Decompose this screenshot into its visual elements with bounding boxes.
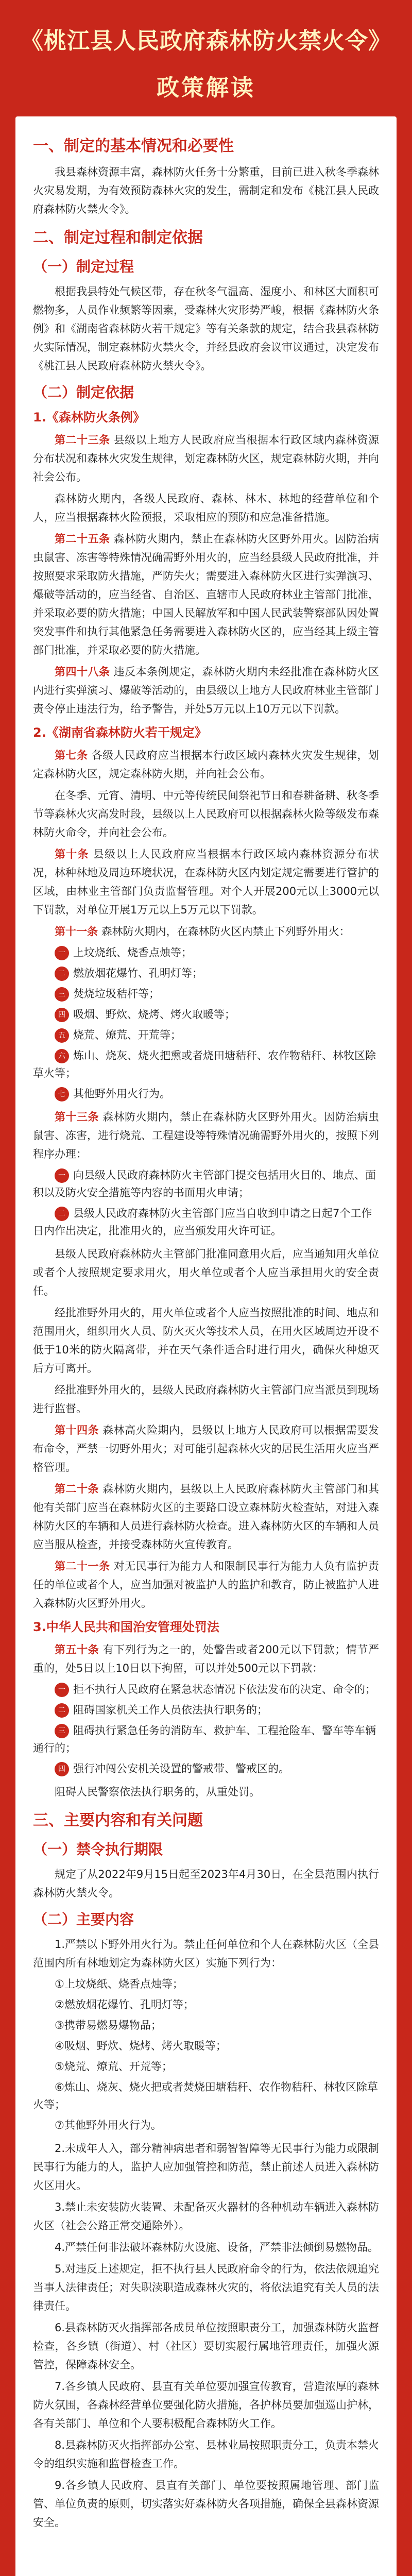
item-marker: 一 <box>55 1683 69 1697</box>
article-text: 森林防火期内，在森林防火区内禁止下列野外用火： <box>101 925 350 938</box>
list-item-text: 阻碍执行紧急任务的消防车、救护车、工程抢险车、警车等车辆通行的； <box>33 1724 376 1754</box>
section-3-paragraph-7: 7.各乡镇人民政府、县直有关单位要加强宣传教育，营造浓厚的森林防火氛围，各森林经营单位要强化防火措施，各护林员要加强巡山护林，各有关部门、单位和个人要积极配合森林防火工作。 <box>33 2380 379 2430</box>
article-text: 对无民事行为能力人和限制民事行为能力人负有监护责任的单位或者个人，应当加强对被监护人的监护和教育，防止被监护人进入森林防火区野外用火。 <box>33 1560 379 1609</box>
law-2-article-14 <box>33 1421 379 1477</box>
list-item-text: 上坟烧纸、烧香点烛等； <box>73 946 192 959</box>
list-item-text: 强行冲闯公安机关设置的警戒带、警戒区的。 <box>73 1762 289 1775</box>
list-item-text: 县级人民政府森林防火主管部门应当自收到申请之日起7个工作日内作出决定，批准用火的，应当颁发用火许可证。 <box>33 1207 372 1237</box>
item-marker: 三 <box>55 987 69 1002</box>
list-item-text: 拒不执行人民政府在紧急状态情况下依法发布的决定、命令的； <box>73 1683 376 1696</box>
list-item-text: 炼山、烧灰、烧火把熏或者烧田塘秸秆、农作物秸秆、林牧区除草火等； <box>33 1049 376 1079</box>
law-2-article-21 <box>33 1557 379 1613</box>
law-1-article-25 <box>33 530 379 659</box>
list-item <box>33 1701 379 1719</box>
section-1-heading: 一、制定的基本情况和必要性 <box>33 137 234 155</box>
law-2-article-13-p2: 县级人民政府森林防火主管部门批准同意用火后，应当通知用火单位或者个人按照规定要求用火，用火单位或者个人应当承担用火的安全责任。 <box>33 1248 379 1297</box>
law-2-article-20 <box>33 1480 379 1554</box>
section-3-paragraph-4: 4.严禁任何非法破坏森林防火设施、设备，严禁非法倾倒易燃物品。 <box>55 2241 379 2253</box>
section-3-prohibited-list <box>33 1975 379 2134</box>
list-item: ④吸烟、野炊、烧烤、烤火取暖等； <box>55 2040 227 2052</box>
section-3-paragraph-2: 2.未成年人入，部分精神病患者和弱智智障等无民事行为能力或限制民事行为能力的人，监护人应加强管控和防范，禁止前述人员进入森林防火区用火。 <box>33 2142 379 2192</box>
document-subtitle: 政策解读 <box>157 75 255 101</box>
law-1-article-23-p2: 森林防火期内，各级人民政府、森林、林木、林地的经营单位和个人，应当根据森林火险预报，采取相应的预防和应急准备措施。 <box>33 493 379 523</box>
article-number: 第二十五条 <box>55 533 110 545</box>
list-item <box>33 1006 379 1023</box>
list-item: ⑥炼山、烧灰、烧火把或者焚烧田塘秸秆、农作物秸秆、林牧区除草火等； <box>33 2081 378 2111</box>
list-item-text: 阻碍国家机关工作人员依法执行职务的； <box>73 1704 268 1716</box>
law-1-article-23 <box>33 431 379 486</box>
article-text: 森林防火期内，禁止在森林防火区野外用火。因防治病虫鼠害、冻害等特殊情况确需野外用火的，应当经县级人民政府批准，并按照要求采取防火措施，严防失火；需要进入森林防火区进行实弹演习、爆破等活动的，应当经省、自治区、直辖市人民政府林业主管部门批准，并采取必要的防火措施；中国人民解放军和中国人民武装警察部队因处置突发事件和执行其他紧急任务需要进入森林防火区的，应当经其上级主管部门批准，并采取必要的防火措施。 <box>33 533 379 656</box>
section-3-heading: 三、主要内容和有关问题 <box>33 1811 203 1829</box>
article-text: 各级人民政府应当根据本行政区域内森林火灾发生规律，划定森林防火区，规定森林防火期，并向社会公布。 <box>33 749 379 780</box>
list-item <box>33 964 379 982</box>
list-item-text: 吸烟、野炊、烧烤、烤火取暖等； <box>73 1008 235 1021</box>
list-item <box>33 1205 379 1240</box>
section-3-paragraph-9: 9.各乡镇人民政府、县直有关部门、单位要按照属地管理、部门监管、单位负责的原则，切实落实好森林防火各项措施，确保全县森林资源安全。 <box>33 2479 379 2529</box>
list-item <box>33 1166 379 1201</box>
item-marker: 一 <box>55 946 69 960</box>
list-item-text: 其他野外用火行为。 <box>73 1088 170 1100</box>
item-marker: 二 <box>55 1207 69 1221</box>
list-item: ③携带易燃易爆物品； <box>55 2019 162 2031</box>
article-number: 第十四条 <box>55 1424 99 1436</box>
section-3-1-heading: （一）禁令执行期限 <box>33 1841 163 1858</box>
item-marker: 四 <box>55 1008 69 1022</box>
list-item <box>33 1681 379 1698</box>
item-marker: 六 <box>55 1049 69 1063</box>
article-number: 第二十条 <box>55 1483 99 1495</box>
content-panel <box>15 116 397 2576</box>
article-text: 森林防火期内，禁止在森林防火区野外用火。因防治病虫鼠害、冻害，进行烧荒、工程建设等特殊情况确需野外用火的，按照下列程序办理： <box>33 1111 379 1160</box>
section-3-paragraph-3: 3.禁止未安装防火装置、未配备灭火器材的各种机动车辆进入森林防火区（社会公路正常交通除外）。 <box>33 2201 379 2232</box>
law-3-article <box>33 1640 379 1677</box>
law-2-article-11 <box>33 922 379 941</box>
list-item: ①上坟烧纸、烧香点烛等； <box>55 1978 183 1990</box>
section-3-1-paragraph: 规定了从2022年9月15日起至2023年4月30日，在全县范围内执行森林防火禁火令。 <box>33 1868 379 1899</box>
law-2-title: 2.《湖南省森林防火若干规定》 <box>33 725 207 740</box>
section-3-paragraph-6: 6.县森林防灭火指挥部各成员单位按照职责分工，加强森林防火监督检查，各乡镇（街道）、村（社区）要切实履行属地管理责任，加强火源管控，保障森林安全。 <box>33 2321 379 2371</box>
article-number: 第五十条 <box>55 1643 99 1656</box>
subtitle-wrap <box>15 70 397 106</box>
law-2-article-13-p4: 经批准野外用火的，县级人民政府森林防火主管部门应当派员到现场进行监督。 <box>33 1384 379 1415</box>
article-text: 县级以上地方人民政府应当根据本行政区域内森林资源分布状况和森林火灾发生规律，划定森林防火区，规定森林防火期，并向社会公布。 <box>33 434 379 483</box>
law-1-title: 1.《森林防火条例》 <box>33 410 145 425</box>
item-marker: 三 <box>55 1724 69 1738</box>
list-item <box>33 1047 379 1082</box>
article-text: 违反本条例规定，森林防火期内未经批准在森林防火区内进行实弹演习、爆破等活动的，由县级以上地方人民政府林业主管部门责令停止违法行为，给予警告，并处5万元以上10万元以下罚款。 <box>33 666 379 715</box>
list-item-text: 向县级人民政府森林防火主管部门提交包括用火目的、地点、面积以及防火安全措施等内容的书面用火申请； <box>33 1169 376 1199</box>
list-item <box>33 1026 379 1044</box>
item-marker: 五 <box>55 1028 69 1043</box>
item-marker: 四 <box>55 1762 69 1776</box>
list-item <box>33 985 379 1003</box>
law-2-article-13-p3: 经批准野外用火的，用火单位或者个人应当按照批准的时间、地点和范围用火，组织用火人员、防火灭火等技术人员，在用火区域周边开设不低于10米的防火隔离带，并在天气条件适合时进行用火，确保火种熄灭后方可离开。 <box>33 1307 379 1375</box>
item-marker: 七 <box>55 1087 69 1101</box>
list-item <box>33 1760 379 1777</box>
law-2-article-7-p2: 在冬季、元宵、清明、中元等传统民间祭祀节日和春耕备耕、秋冬季节等森林火灾高发时段，县级以上人民政府可以根据森林火险等级发布森林防火命令，并向社会公布。 <box>33 789 379 839</box>
document-title: 《桃江县人民政府森林防火禁火令》 <box>21 28 391 54</box>
law-3-list <box>33 1681 379 1777</box>
section-2-2-heading: （二）制定依据 <box>33 384 134 401</box>
item-marker: 二 <box>55 1703 69 1718</box>
section-3-paragraph-8: 8.县森林防灭火指挥部办公室、县林业局按照职责分工，负责本禁火令的组织实施和监督检查工作。 <box>33 2439 379 2470</box>
section-2-1-paragraph: 根据我县特处气候区带，存在秋冬气温高、湿度小、和林区大面积可燃物多，人员作业频繁等因素，受森林火灾形势严峻，根据《森林防火条例》和《湖南省森林防火若干规定》等有关条款的规定，结合我县森林防火实际情况，制定森林防火禁火令，并经县政府会议审议通过，决定发布《桃江县人民政府森林防火禁火令》。 <box>33 285 379 372</box>
law-2-article-13 <box>33 1108 379 1163</box>
list-item <box>33 1722 379 1757</box>
section-3-paragraph-5: 5.对违反上述规定，拒不执行县人民政府命令的行为，依法依规追究当事人法律责任；对失职渎职造成森林火灾的，将依法追究有关人员的法律责任。 <box>33 2263 379 2312</box>
law-2-article-13-list <box>33 1166 379 1240</box>
article-number: 第二十一条 <box>55 1560 110 1572</box>
section-2-heading: 二、制定过程和制定依据 <box>33 229 203 247</box>
list-item-text: 烧荒、燎荒、开荒等； <box>73 1029 181 1041</box>
article-text: 森林高火险期内，县级以上地方人民政府可以根据需要发布命令，严禁一切野外用火；对可能引起森林火灾的居民生活用火应当严格管理。 <box>33 1424 379 1473</box>
article-number: 第二十三条 <box>55 434 110 446</box>
item-marker: 二 <box>55 967 69 981</box>
item-marker: 一 <box>55 1168 69 1183</box>
article-number: 第十条 <box>55 848 89 860</box>
law-2-article-10 <box>33 845 379 919</box>
article-text: 森林防火期内，县级以上人民政府森林防火主管部门和其他有关部门应当在森林防火区的主要路口设立森林防火检查站，对进入森林防火区的车辆和人员进行森林防火检查。进入森林防火区的车辆和人员应当服从检查，并接受森林防火宣传教育。 <box>33 1483 379 1551</box>
list-item: ⑤烧荒、燎荒、开荒等； <box>55 2060 173 2073</box>
list-item: ⑦其他野外用火行为。 <box>55 2119 162 2131</box>
article-number: 第十一条 <box>55 925 98 938</box>
list-item <box>33 944 379 961</box>
law-3-p2: 阻碍人民警察依法执行职务的，从重处罚。 <box>55 1786 260 1798</box>
section-3-2-paragraph-1: 1.严禁以下野外用火行为。禁止任何单位和个人在森林防火区（全县范围内所有林地划定为森林防火区）实施下列行为： <box>33 1938 379 1969</box>
article-text: 有下列行为之一的，处警告或者200元以下罚款；情节严重的，处5日以上10日以下拘留，可以并处500元以下罚款： <box>33 1643 379 1674</box>
list-item-text: 燃放烟花爆竹、孔明灯等； <box>73 967 203 979</box>
article-number: 第七条 <box>55 749 88 761</box>
law-2-article-7 <box>33 746 379 783</box>
article-number: 第四十八条 <box>55 666 110 678</box>
law-3-title: 3.中华人民共和国治安管理处罚法 <box>33 1620 219 1634</box>
article-text: 县级以上人民政府应当根据本行政区域内森林资源分布状况，林种林地及周边环境状况，在森林防火区内划定规定需要进行管护的区域，由林业主管部门负责监督管理。对个人开展200元以上3000元以下罚款，对单位开展1万元以上5万元以下罚款。 <box>33 848 379 916</box>
section-2-1-heading: （一）制定过程 <box>33 258 134 275</box>
list-item <box>33 1085 379 1103</box>
list-item-text: 焚烧垃圾秸杆等； <box>73 988 160 1000</box>
section-1-paragraph: 我县森林资源丰富，森林防火任务十分繁重，目前已进入秋冬季森林火灾易发期，为有效预防森林火灾的发生，需制定和发布《桃江县人民政府森林防火禁火令》。 <box>33 166 379 215</box>
list-item: ②燃放烟花爆竹、孔明灯等； <box>55 1998 194 2011</box>
law-2-prohibited-list <box>33 944 379 1103</box>
law-1-article-48 <box>33 663 379 718</box>
article-number: 第十三条 <box>55 1111 99 1123</box>
section-3-2-heading: （二）主要内容 <box>33 1911 134 1928</box>
